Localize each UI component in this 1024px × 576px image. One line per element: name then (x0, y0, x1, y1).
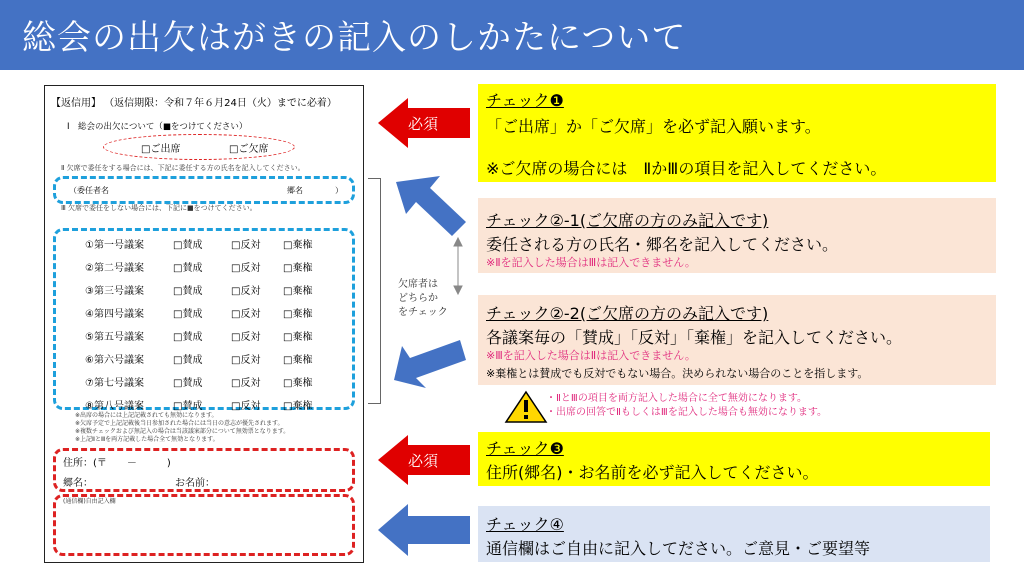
agenda-label: ⑤第五号議案 (85, 332, 144, 343)
check3-panel (478, 432, 990, 486)
name-field[interactable]: お名前： (175, 478, 215, 489)
check1-line1: 「ご出席」か「ご欠席」を必ず記入願います。 (486, 117, 821, 136)
agenda-label: ②第二号議案 (85, 263, 144, 274)
agenda-label: ⑥第六号議案 (85, 355, 144, 366)
section3-label: Ⅲ 欠席で委任をしない場合には、下記に■をつけてください。 (61, 204, 257, 212)
section1-label: Ⅰ 総会の出欠について（■をつけてください） (67, 122, 248, 132)
abstain-checkbox[interactable]: □棄権 (283, 355, 313, 366)
check1-heading: チェック❶ (486, 91, 564, 110)
required-label-2: 必須 (408, 452, 439, 470)
address-field[interactable]: 住所：(〒 － ) (63, 458, 171, 469)
either-note-line: をチェック (398, 307, 448, 318)
form-note: ※上記ⅡとⅢを両方記載した場合全て無効となります。 (75, 436, 219, 443)
memo-label: (通信欄)自由記入欄 (63, 498, 116, 505)
blue-arrow-delegate (396, 176, 466, 236)
check2-1-panel (478, 198, 996, 273)
approve-checkbox[interactable]: □賛成 (173, 309, 203, 320)
approve-checkbox[interactable]: □賛成 (173, 378, 203, 389)
agenda-label: ④第四号議案 (85, 309, 144, 320)
approve-checkbox[interactable]: □賛成 (173, 286, 203, 297)
attend-checkbox[interactable]: □ご出席 (141, 144, 181, 155)
abstain-checkbox[interactable]: □棄権 (283, 240, 313, 251)
oppose-checkbox[interactable]: □反対 (231, 286, 261, 297)
form-note: ※複数チェックおよび無記入の場合は当該議案部分について無効票となります。 (75, 428, 290, 435)
either-note-line: 欠席者は (398, 279, 438, 290)
agenda-label: ①第一号議案 (85, 240, 144, 251)
required-label-1: 必須 (408, 115, 439, 133)
oppose-checkbox[interactable]: □反対 (231, 355, 261, 366)
delegate-district-label: 郷名 ） (287, 186, 343, 195)
abstain-checkbox[interactable]: □棄権 (283, 286, 313, 297)
check3-line1: 住所(郷名)・お名前を必ず記入してください。 (486, 463, 819, 482)
delegate-name-label: （委任者名 (69, 186, 109, 195)
warning-text (546, 392, 827, 420)
check4-heading: チェック④ (486, 515, 564, 534)
either-note-line: どちらか (398, 293, 438, 304)
absent-checkbox[interactable]: □ご欠席 (229, 144, 269, 155)
check2-1-note: ※Ⅱを記入した場合はⅢは記入できません。 (486, 256, 696, 269)
check2-2-heading: チェック②-2(ご欠席の方のみ記入です) (486, 304, 769, 323)
oppose-checkbox[interactable]: □反対 (231, 309, 261, 320)
check2-1-heading: チェック②-1(ご欠席の方のみ記入です) (486, 211, 769, 230)
check2-2-note: ※Ⅲを記入した場合はⅡは記入できません。 (486, 349, 696, 362)
abstain-checkbox[interactable]: □棄権 (283, 263, 313, 274)
approve-checkbox[interactable]: □賛成 (173, 401, 203, 412)
check2-2-panel (478, 295, 996, 385)
oppose-checkbox[interactable]: □反対 (231, 401, 261, 412)
district-field[interactable]: 郷名： (63, 478, 93, 489)
check4-line1: 通信欄はご自由に記入してださい。ご意見・ご要望等 (486, 539, 871, 558)
check4-panel (478, 506, 990, 562)
form-note: ※欠席予定で上記記載後当日参加された場合には当日の意志が優先されます。 (75, 420, 284, 427)
abstain-checkbox[interactable]: □棄権 (283, 332, 313, 343)
oppose-checkbox[interactable]: □反対 (231, 240, 261, 251)
approve-checkbox[interactable]: □賛成 (173, 332, 203, 343)
approve-checkbox[interactable]: □賛成 (173, 355, 203, 366)
double-arrow-icon (454, 238, 462, 294)
form-header: 【返信用】 （返信期限：令和７年６月24日（火）までに必着） (51, 98, 337, 109)
abstain-checkbox[interactable]: □棄権 (283, 378, 313, 389)
check1-line2: ※ご欠席の場合には ⅡかⅢの項目を記入してください。 (486, 159, 887, 178)
check2-1-line1: 委任される方の氏名・郷名を記入してください。 (486, 235, 839, 254)
warning-line: ・出席の回答でⅡもしくはⅢを記入した場合も無効になります。 (546, 407, 828, 418)
check2-2-line2: ※棄権とは賛成でも反対でもない場合。決められない場合のことを指します。 (486, 367, 869, 380)
blue-arrow-votes (394, 340, 466, 388)
abstain-checkbox[interactable]: □棄権 (283, 309, 313, 320)
page-title: 総会の出欠はがきの記入のしかたについて (22, 18, 687, 58)
approve-checkbox[interactable]: □賛成 (173, 240, 203, 251)
check2-2-line1: 各議案毎の「賛成」「反対」「棄権」を記入してください。 (486, 328, 903, 347)
oppose-checkbox[interactable]: □反対 (231, 332, 261, 343)
check3-heading: チェック❸ (486, 439, 564, 458)
warning-icon (506, 392, 546, 422)
warning-line: ・ⅡとⅢの項目を両方記入した場合に全て無効になります。 (546, 393, 808, 404)
agenda-label: ⑧第八号議案 (85, 401, 144, 412)
abstain-checkbox[interactable]: □棄権 (283, 401, 313, 412)
oppose-checkbox[interactable]: □反対 (231, 263, 261, 274)
section2-label: Ⅱ 欠席で委任をする場合には、下記に委任する方の氏名を記入してください。 (61, 164, 305, 172)
oppose-checkbox[interactable]: □反対 (231, 378, 261, 389)
approve-checkbox[interactable]: □賛成 (173, 263, 203, 274)
blue-arrow-memo (378, 504, 470, 556)
form-note: ※出席の場合には上記記載されても無効になります。 (75, 412, 218, 419)
agenda-label: ⑦第七号議案 (85, 378, 144, 389)
check1-panel (478, 84, 996, 182)
agenda-label: ③第三号議案 (85, 286, 144, 297)
